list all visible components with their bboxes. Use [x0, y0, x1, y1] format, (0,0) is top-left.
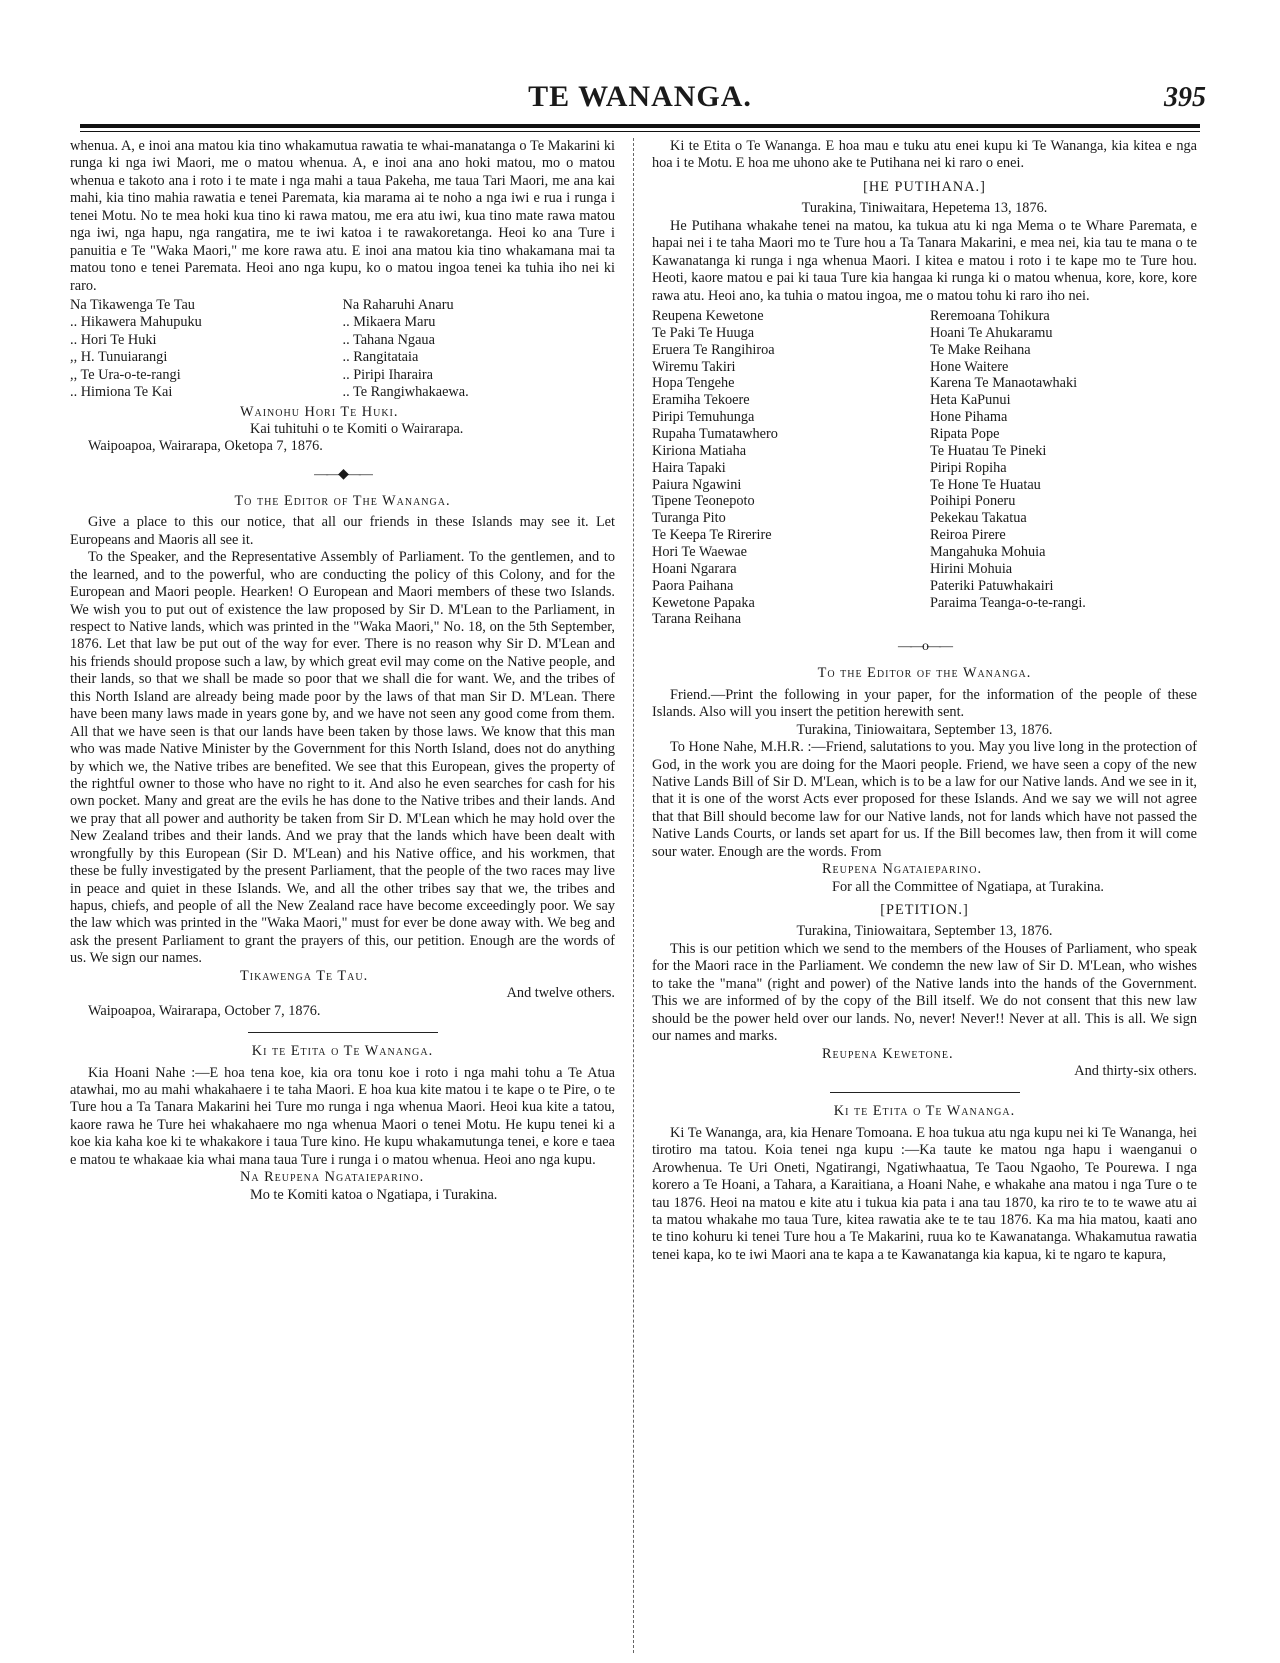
- header-rule-thick: [80, 124, 1200, 128]
- header-rule-thin: [80, 131, 1200, 132]
- left-signatories-col2: [343, 297, 469, 402]
- signatory: Na Tikawenga Te Tau: [70, 296, 195, 313]
- signatory: Reiroa Pirere: [929, 527, 1006, 544]
- signatory: Reremoana Tohikura: [929, 307, 1050, 324]
- signatory: Rupaha Tumatawhero: [652, 425, 778, 442]
- page-number: 395: [1164, 82, 1206, 113]
- signatory: Heta KaPunui: [929, 392, 1011, 409]
- signatory: Pekekau Takatua: [929, 510, 1027, 527]
- maori-petition-continued: whenua. A, e inoi ana matou kia tino whakamutua rawatia te whai-manatanga o Te Makarini ki runga ki nga iwi Maori, me o matou whenua. A, e inoi ana ano hoki matou, mo o matou whenua e takoto ana i roto i te mate i nga mahi a taua Pakeha, me taua Tari Maori, me ana kai mahi, kia tino mahia rawatia e tenei Paremata, kia marama ai te noho a nga iwi e rua i runga i tenei Motu. No te mea hoki kua tino ki rawa matou, me era atu iwi, kua tino mate rawa matou nga iwi, nga hapu, nga rangatira, me te iwi katoa i te rawakoretanga. Heoi ko ana Ture i panuitia e Te "Waka Maori," me kore rawa atu. E inoi ana matou kia tino whakamana mai ta matou tono e tenei Paremata. Heoi ano nga kupu, ko o matou ingoa tenei ka tuhia iho nei ki raro.: [70, 138, 615, 294]
- signatory: .. Piripi Iharaira: [342, 366, 434, 383]
- signature-subtitle: And twelve others.: [506, 985, 615, 1002]
- maori-letter-heading: Ki te Etita o Te Wananga.: [251, 1043, 434, 1060]
- signatory: .. Himiona Te Kai: [70, 384, 173, 401]
- signatory: Te Paki Te Huuga: [652, 324, 755, 341]
- signatory: Na Raharuhi Anaru: [342, 296, 454, 313]
- signatory: Te Keepa Te Rirerire: [652, 527, 772, 544]
- maori-letter-body: Kia Hoani Nahe :—E hoa tena koe, kia ora tonu koe i roto i nga mahi tohu a Te Atua atawhai, mo au mahi whakahaere i te taha Maori. E hoa kua kite matou i te kape o te Pire, o te Ture hou a Ta Tanara Makarini hei Ture mo runga i nga whenua Maori. Heoi kua kite a tatou, kaore rawa he Ture hei whakahaere mo nga whenua Maori o tenei Motu. He kupu tenei ki a koe kia kaha koe ki te whakakore i taua Ture kino. He kupu whakamutunga tenei, e kore e taea e matou te whakaae kia whai mana taua Ture i runga i o matou whenua. Heoi ano nga kupu.: [70, 1064, 615, 1168]
- putihana-body: He Putihana whakahe tenei na matou, ka tukua atu ki nga Mema o te Whare Paremata, e hapai nei i te taha Maori mo te Ture hou a Ta Tanara Makarini, e mea nei, kia tau te mana o te Kawanatanga ki runga i nga whenua Maori. I kitea e matou i roto i te kape mo te Ture hou. Heoti, kaore matou e pai ki taua Ture kia hangaa ki runga ki o matou whenua, kore, kore, kore rawa atu. Heoi ano, ka tuhia o matou ingoa, me o matou tohu ki raro iho nei.: [652, 217, 1197, 304]
- signatory: .. Rangitataia: [342, 349, 419, 366]
- signatory: Eruera Te Rangihiroa: [652, 341, 775, 358]
- section-ornament: ——◆——: [314, 466, 371, 482]
- section-rule: [248, 1032, 438, 1033]
- signatory: Paiura Ngawini: [652, 476, 742, 493]
- right-column: [652, 138, 1197, 1264]
- masthead-title: TE WANANGA.: [528, 80, 752, 113]
- signature: Wainohu Hori Te Huki.: [240, 403, 399, 420]
- left-signatories: [70, 297, 615, 402]
- signatory: Paraima Teanga-o-te-rangi.: [929, 594, 1086, 611]
- right-signatories: [652, 308, 1197, 628]
- signatory: Pateriki Patuwhakairi: [929, 577, 1054, 594]
- letter-to-hone-nahe: To Hone Nahe, M.H.R. :—Friend, salutations to you. May you live long in the protection of God, in the work you are doing for the Maori people. Friend, we have seen a copy of the new Native Lands Bill of Sir D. M'Lean, which is to be a law for our Native lands. And we see in it, that it is one of the worst Acts ever proposed for these Islands. And we say we will not agree that that Bill should become law for our Native lands, not for lands which have not passed the Native Lands Courts, or lands set apart for us. If the Bill becomes law, then from it will come sour water. Enough are the words. From: [652, 739, 1197, 860]
- place-date: Turakina, Tiniwaitara, Hepetema 13, 1876.: [801, 200, 1048, 217]
- signature: Tikawenga Te Tau.: [240, 967, 369, 984]
- signatory: .. Hori Te Huki: [70, 331, 157, 348]
- maori-letter-body: Ki Te Wananga, ara, kia Henare Tomoana. E hoa tukua atu nga kupu nei ki Te Wananga, hei tirotiro ma tatou. Koia tenei nga kupu :—Ka taute ke matou nga hapu i waenganui o Arowhenua. Te Uri Oneti, Ngatirangi, Ngatiwhaatua, Te Taou Ngaoho, Te Pourewa. I nga korero a Te Hoani, a Tahara, a Karaitiana, a Hoani Nahe, e whakahe ana matou i nga Ture o te tau 1876. Heoi na matou e kite atu i tukua kia pata i ana tau 1870, ka riro te to te wawe atu ai ta matou whakahe mo taua Ture, kitea rawatia ake te te tau 1876. Ka ma hia matou, kaati ano te tino kohuru ki tenei Ture hou a Te Makarini, ruua ko te Kawanatanga. Whakamutua rawatia tenei kapa, ko te iwi Maori ana te kapa a te Kawanatanga kia kapua, ki te ngaro te kapura,: [652, 1124, 1197, 1263]
- putihana-heading: [HE PUTIHANA.]: [863, 178, 986, 195]
- signatory: Kiriona Matiaha: [652, 442, 747, 459]
- place-date: Waipoapoa, Wairarapa, October 7, 1876.: [88, 1002, 321, 1019]
- signatory: ,, H. Tunuiarangi: [70, 349, 168, 366]
- signatory: Hoani Ngarara: [652, 560, 737, 577]
- page-header: [64, 80, 1216, 124]
- signatory: Te Huatau Te Pineki: [929, 442, 1047, 459]
- signatory: Kewetone Papaka: [652, 594, 755, 611]
- signature: Reupena Kewetone.: [822, 1045, 954, 1062]
- signatory: Hirini Mohuia: [929, 560, 1013, 577]
- signature-subtitle: And thirty-six others.: [1074, 1062, 1197, 1079]
- signatory: Piripi Temuhunga: [652, 409, 755, 426]
- left-signatories-col1: [70, 297, 343, 402]
- left-column: [70, 138, 615, 1204]
- petition-body: This is our petition which we send to the members of the Houses of Parliament, who speak for the Maori race in the Parliament. We condemn the new law of Sir D. M'Lean, who wishes to take the "mana" (right and power) of the Native lands into the hands of the Government. This we are informed of by the copy of the Bill itself. We do not consent that this new law should be the power held over our lands. No, never! Never!! Never at all. This is all. We sign our names and marks.: [652, 940, 1197, 1045]
- right-signatories-col2: [930, 308, 1197, 628]
- signatory: Tarana Reihana: [652, 611, 742, 628]
- place-date: Waipoapoa, Wairarapa, Oketopa 7, 1876.: [88, 438, 323, 455]
- signature: Reupena Ngataieparino.: [822, 861, 983, 878]
- section-rule: [830, 1092, 1020, 1093]
- signatory: Eramiha Tekoere: [652, 392, 750, 409]
- signature-subtitle: Kai tuhituhi o te Komiti o Wairarapa.: [250, 421, 464, 437]
- signatory: .. Hikawera Mahupuku: [70, 314, 202, 331]
- signatory: Hori Te Waewae: [652, 543, 747, 560]
- signatory: Paora Paihana: [652, 577, 734, 594]
- signatory: Hoani Te Ahukaramu: [929, 324, 1053, 341]
- editor-letter-heading: To the Editor of the Wananga.: [817, 665, 1032, 682]
- editor-letter-intro: Friend.—Print the following in your paper, for the information of the people of these Islands. Also will you insert the petition herewith sent.: [652, 686, 1197, 721]
- signatory: Ripata Pope: [929, 425, 1000, 442]
- signatory: Wiremu Takiri: [652, 358, 736, 375]
- signatory: Haira Tapaki: [652, 459, 726, 476]
- maori-letter-heading: Ki te Etita o Te Wananga.: [833, 1103, 1016, 1120]
- signatory: Te Hone Te Huatau: [929, 476, 1041, 493]
- signatory: .. Mikaera Maru: [342, 314, 436, 331]
- signatory: Poihipi Poneru: [929, 493, 1016, 510]
- signature-subtitle: For all the Committee of Ngatiapa, at Turakina.: [832, 878, 1104, 895]
- editor-letter-heading: To the Editor of The Wananga.: [234, 492, 451, 509]
- signatory: Mangahuka Mohuia: [929, 543, 1046, 560]
- signatory: .. Tahana Ngaua: [342, 331, 435, 348]
- signatory: Reupena Kewetone: [652, 307, 764, 324]
- signatory: Piripi Ropiha: [929, 459, 1007, 476]
- maori-intro-letter: Ki te Etita o Te Wananga. E hoa mau e tuku atu enei kupu ki Te Wananga, kia kitea e nga hoa i te Motu. E hoa me uhono ake te Putihana nei ki raro o enei.: [652, 138, 1197, 172]
- signatory: .. Te Rangiwhakaewa.: [342, 384, 469, 401]
- column-divider: [633, 138, 635, 1653]
- signatory: ,, Te Ura-o-te-rangi: [70, 366, 181, 383]
- signatory: Karena Te Manaotawhaki: [929, 375, 1078, 392]
- place-date: Turakina, Tiniowaitara, September 13, 1876.: [796, 721, 1053, 738]
- editor-letter-intro: Give a place to this our notice, that all our friends in these Islands may see it. Let Europeans and Maoris all see it.: [70, 514, 615, 548]
- signatory: Hone Pihama: [929, 409, 1008, 426]
- signature: Na Reupena Ngataieparino.: [240, 1169, 425, 1186]
- petition-heading: [PETITION.]: [880, 902, 969, 919]
- editor-letter-body: To the Speaker, and the Representative Assembly of Parliament. To the gentlemen, and to the learned, and to the powerful, who are conducting the policy of this Colony, and for the European and Maori people. Hearken! O European and Maori members of these two Islands. We wish you to put out of existence the law proposed by Sir D. M'Lean to the Parliament, in respect to Native lands, which was printed in the "Waka Maori," No. 18, on the 5th September, 1876. Let that law be put out of the way for ever. There is no reason why Sir D. M'Lean and his friends should propose such a law, by which great evil may come on the Native people, and their lands, so that we shall be made so poor that we shall die for want. We, and the tribes of this North Island are already being made poor by the laws of that man Sir D. M'Lean. There have been many laws made in years gone by, and we have not seen any good come from them. All that we have seen is that our lands have been taken by those laws. We know that this man who was made Native Minister by the Government for this North Island, does not do anything by which we, the Native tribes are benefited. We see that this European, gives the property of the rightful owner to those who have no right to it. And also he even searches for cash for his own pocket. Many and great are the evils he has done to the Native tribes and their lands. And we pray that all power and authority be taken from Sir D. M'Lean which he may hold over the New Zealand tribes and their lands. And we pray that the lands which have been dealt with wrongfully by this European (Sir D. M'Lean) and his Native office, and his workmen, that these be fully investigated by the present Parliament, that the people of the two races may live in peace and quiet in these Islands. We, and all the other tribes say that we, the tribes and hapus, chiefs, and people of all the New Zealand race have become exceedingly poor. We say the law which was printed in the "Waka Maori," must for ever be done away with. We beg and ask the present Parliament to grant the prayers of this, our petition. Enough are the words of us. We sign our names.: [70, 549, 615, 967]
- section-ornament: ——o——: [898, 639, 951, 655]
- place-date: Turakina, Tiniowaitara, September 13, 1876.: [796, 923, 1053, 940]
- signature-subtitle: Mo te Komiti katoa o Ngatiapa, i Turakina.: [250, 1186, 498, 1203]
- signatory: Hopa Tengehe: [652, 375, 735, 392]
- signatory: Hone Waitere: [929, 358, 1009, 375]
- signatory: Tipene Teonepoto: [652, 493, 755, 510]
- signatory: Te Make Reihana: [929, 341, 1031, 358]
- right-signatories-col1: [652, 308, 919, 628]
- signatory: Turanga Pito: [652, 510, 726, 527]
